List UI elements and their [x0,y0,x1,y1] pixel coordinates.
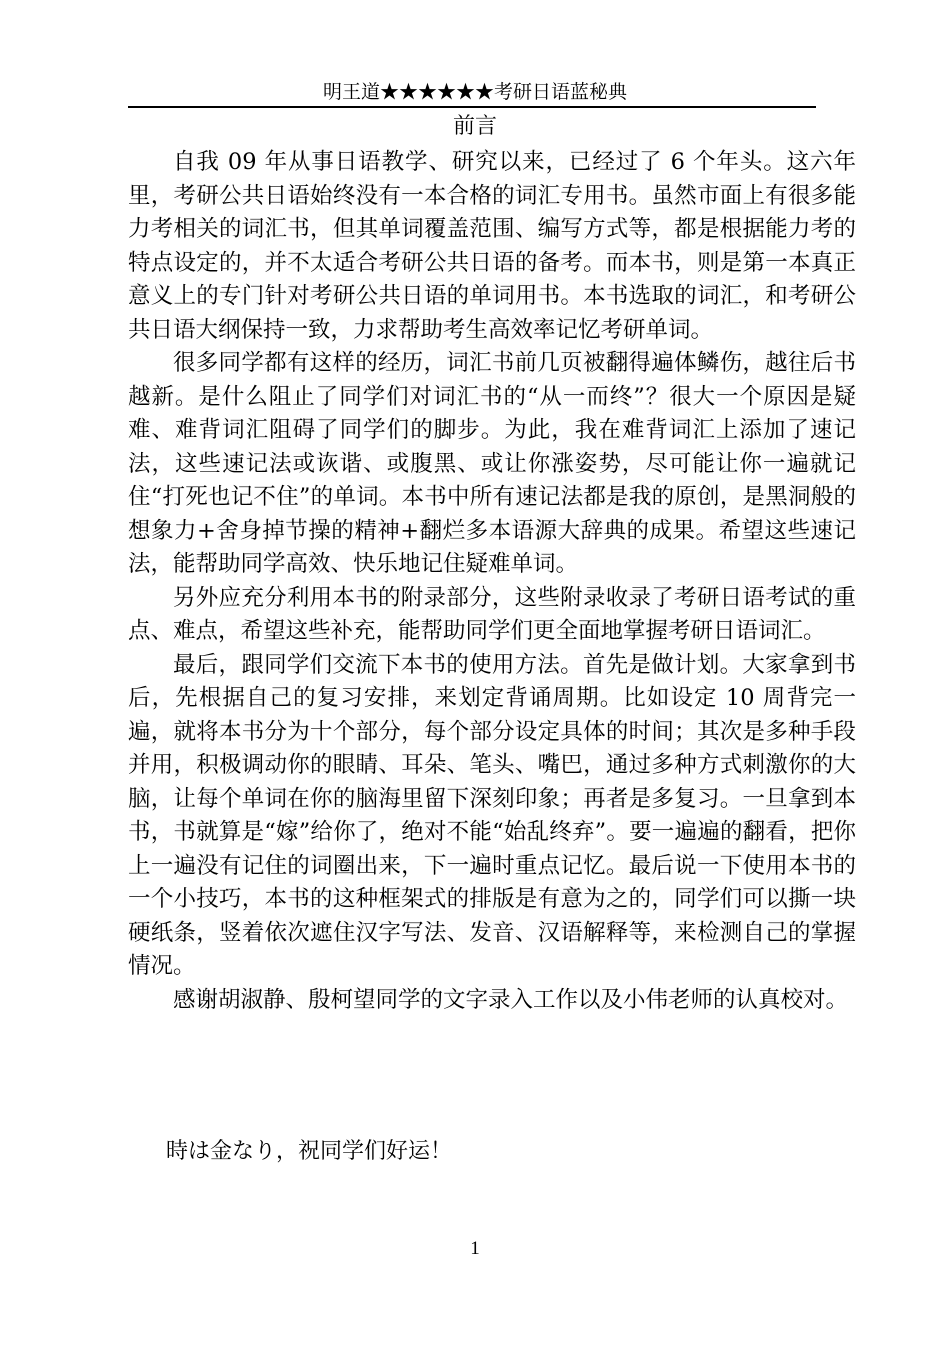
preface-body [128,146,856,1017]
header-divider [128,106,816,108]
paragraph-usage: 最后，跟同学们交流下本书的使用方法。首先是做计划。大家拿到书后，先根据自己的复习安排，来划定背诵周期。比如设定 10 周背完一遍，就将本书分为十个部分，每个部分设定具体的时间；其次是多种手段并用，积极调动你的眼睛、耳朵、笔头、嘴巴，通过多种方式刺激你的大脑，让每个单词在你的脑海里留下深刻印象；再者是多复习。一旦拿到本书，书就算是“嫁”给你了，绝对不能“始乱终弃”。要一遍遍的翻看，把你上一遍没有记住的词圈出来，下一遍时重点记忆。最后说一下使用本书的一个小技巧，本书的这种框架式的排版是有意为之的，同学们可以撕一块硬纸条，竖着依次遮住汉字写法、发音、汉语解释等，来检测自己的掌握情况。 [128,651,856,979]
page-title: 前言 [452,114,497,139]
paragraph-acknowledgements: 感谢胡淑静、殷柯望同学的文字录入工作以及小伟老师的认真校对。 [173,986,849,1013]
running-header: 明王道★★★★★★考研日语蓝秘典 [322,81,627,103]
paragraph-appendix: 另外应充分利用本书的附录部分，这些附录收录了考研日语考试的重点、难点，希望这些补充，能帮助同学们更全面地掌握考研日语词汇。 [128,584,856,644]
paragraph-memory-methods: 很多同学都有这样的经历，词汇书前几页被翻得遍体鳞伤，越往后书越新。是什么阻止了同学们对词汇书的“从一而终”？很大一个原因是疑难、难背词汇阻碍了同学们的脚步。为此，我在难背词汇上添加了速记法，这些速记法或诙谐、或腹黑、或让你涨姿势，尽可能让你一遍就记住“打死也记不住”的单词。本书中所有速记法都是我的原创，是黑洞般的想象力+舍身掉节操的精神+翻烂多本语源大辞典的成果。希望这些速记法，能帮助同学高效、快乐地记住疑难单词。 [128,350,856,577]
paragraph-intro: 自我 09 年从事日语教学、研究以来，已经过了 6 个年头。这六年里，考研公共日语始终没有一本合格的词汇专用书。虽然市面上有很多能力考相关的词汇书，但其单词覆盖范围、编写方式等，都是根据能力考的特点设定的，并不太适合考研公共日语的备考。而本书，则是第一本真正意义上的专门针对考研公共日语的单词用书。本书选取的词汇，和考研公共日语大纲保持一致，力求帮助考生高效率记忆考研单词。 [128,149,856,343]
page-number: 1 [470,1238,480,1259]
closing-line: 時は金なり，祝同学们好运！ [166,1139,453,1164]
